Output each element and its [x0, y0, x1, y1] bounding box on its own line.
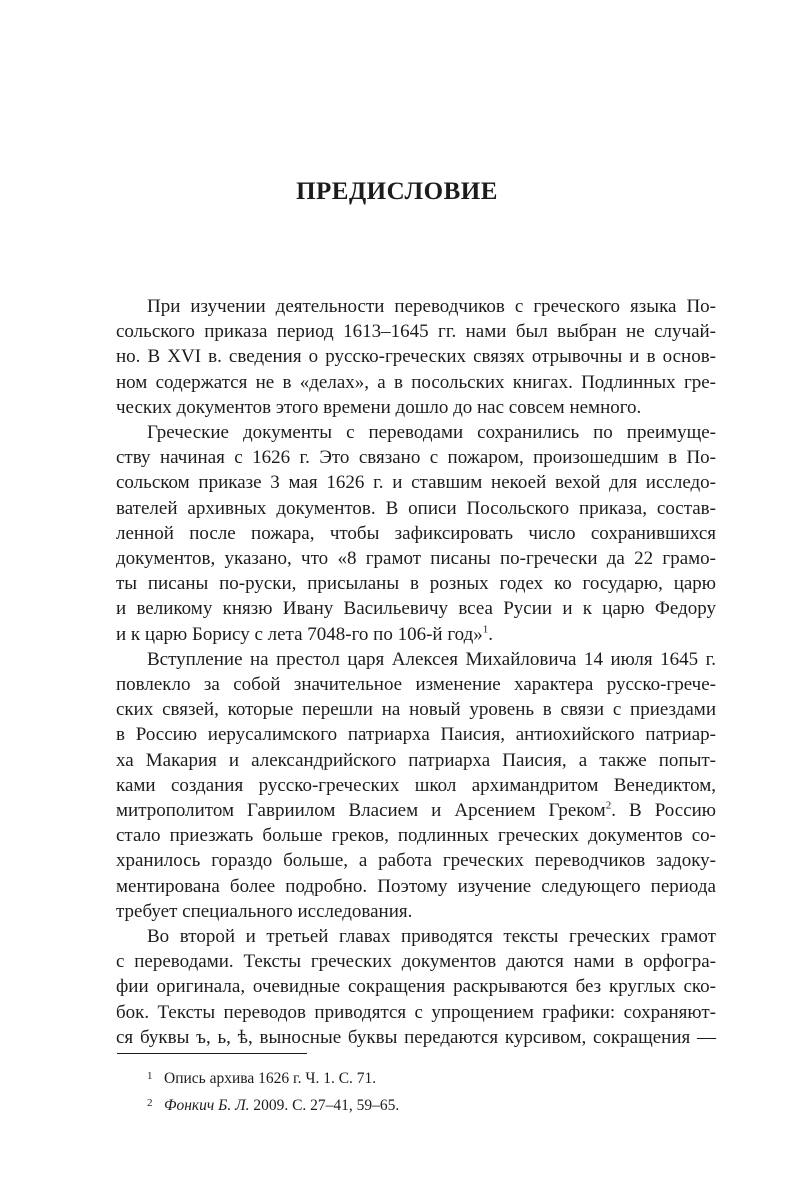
footnote-text: 2009. С. 27–41, 59–65.: [249, 1097, 400, 1114]
paragraph: [116, 420, 716, 647]
text-line: ских связей, которые перешли на новый уровень в связи с приездами: [116, 699, 716, 721]
footnote-text: Опись архива 1626 г. Ч. 1. С. 71.: [164, 1070, 377, 1087]
text-line: ся буквы ъ, ь, ѣ, выносные буквы передаются курсивом, сокращения —: [116, 1026, 716, 1048]
text-line: При изучении деятельности переводчиков с греческого языка По-: [147, 296, 716, 317]
text-line: требует специального исследования.: [116, 900, 413, 922]
text-line: но. В XVI в. сведения о русско-греческих связях отрывочны и в основ-: [116, 346, 716, 368]
line-text: митрополитом Гавриилом Власием и Арсением Греком: [116, 800, 606, 822]
footnote-divider: [117, 1053, 307, 1054]
line-text: и к царю Борису с лета 7048-го по 106-й год»: [116, 623, 483, 645]
text-line: документов, указано, что «8 грамот писаны по-гречески да 22 грамо-: [116, 548, 716, 570]
body-text: [116, 294, 716, 1050]
footnote: [116, 1064, 716, 1091]
text-line: вателей архивных документов. В описи Посольского приказа, состав-: [116, 497, 716, 519]
text-line: повлекло за собой значительное изменение характера русско-грече-: [116, 674, 716, 696]
text-line: ха Макария и александрийского патриарха Паисия, а также попыт-: [116, 749, 716, 771]
paragraph: [116, 294, 716, 420]
text-line: фии оригинала, очевидные сокращения раскрываются без круглых ско-: [116, 976, 716, 998]
footnote-number: 1: [147, 1070, 153, 1082]
text-line: [116, 798, 716, 823]
text-line: ном содержатся не в «делах», а в посольских книгах. Подлинных гре-: [116, 371, 716, 393]
text-line: сольском приказе 3 мая 1626 г. и ставшим некоей вехой для исследо-: [116, 472, 716, 494]
text-line: Греческие документы с переводами сохранились по преимуще-: [147, 422, 716, 444]
text-line: с переводами. Тексты греческих документов даются нами в орфогра-: [116, 951, 716, 973]
text-line: ментирована более подробно. Поэтому изучение следующего периода: [116, 875, 716, 897]
text-line: стало приезжать больше греков, подлинных греческих документов со-: [116, 825, 716, 847]
text-line: ленной после пожара, чтобы зафиксировать число сохранившихся: [116, 522, 716, 544]
paragraph: [116, 647, 716, 924]
footnote-author: Фонкич Б. Л.: [164, 1097, 250, 1114]
text-line: Во второй и третьей главах приводятся тексты греческих грамот: [147, 926, 716, 948]
text-line: хранилось гораздо больше, а работа греческих переводчиков задоку-: [116, 850, 716, 872]
paragraph: [116, 924, 716, 1050]
footnote-ref: 1: [482, 623, 489, 636]
text-line: и великому князю Ивану Васильевичу всеа Русии и к царю Федору: [116, 598, 716, 620]
page-title: ПРЕДИСЛОВИЕ: [296, 178, 498, 205]
line-text: . В Россию: [611, 800, 717, 822]
text-line: и к царю Борису с лета 7048-го по 106-й год»$^1$.: [116, 623, 494, 645]
text-line: ству начиная с 1626 г. Это связано с пожаром, произошедшим в По-: [116, 447, 716, 469]
footnotes: [116, 1064, 716, 1118]
footnote-ref: 2: [605, 799, 612, 812]
text-line: ты писаны по-руски, присыланы в розных годех ко государю, царю: [116, 573, 716, 595]
footnote: [116, 1091, 716, 1118]
text-line: сольского приказа период 1613–1645 гг. нами был выбран не случай-: [116, 321, 716, 343]
footnote-number: 2: [147, 1097, 153, 1109]
text-line: ческих документов этого времени дошло до нас совсем немного.: [116, 396, 642, 418]
text-line: ками создания русско-греческих школ архимандритом Венедиктом,: [116, 774, 716, 796]
text-line: Вступление на престол царя Алексея Михайловича 14 июля 1645 г.: [147, 648, 716, 670]
text-line: в Россию иерусалимского патриарха Паисия, антиохийского патриар-: [116, 724, 716, 746]
text-line: бок. Тексты переводов приводятся с упрощением графики: сохраняют-: [116, 1001, 716, 1023]
